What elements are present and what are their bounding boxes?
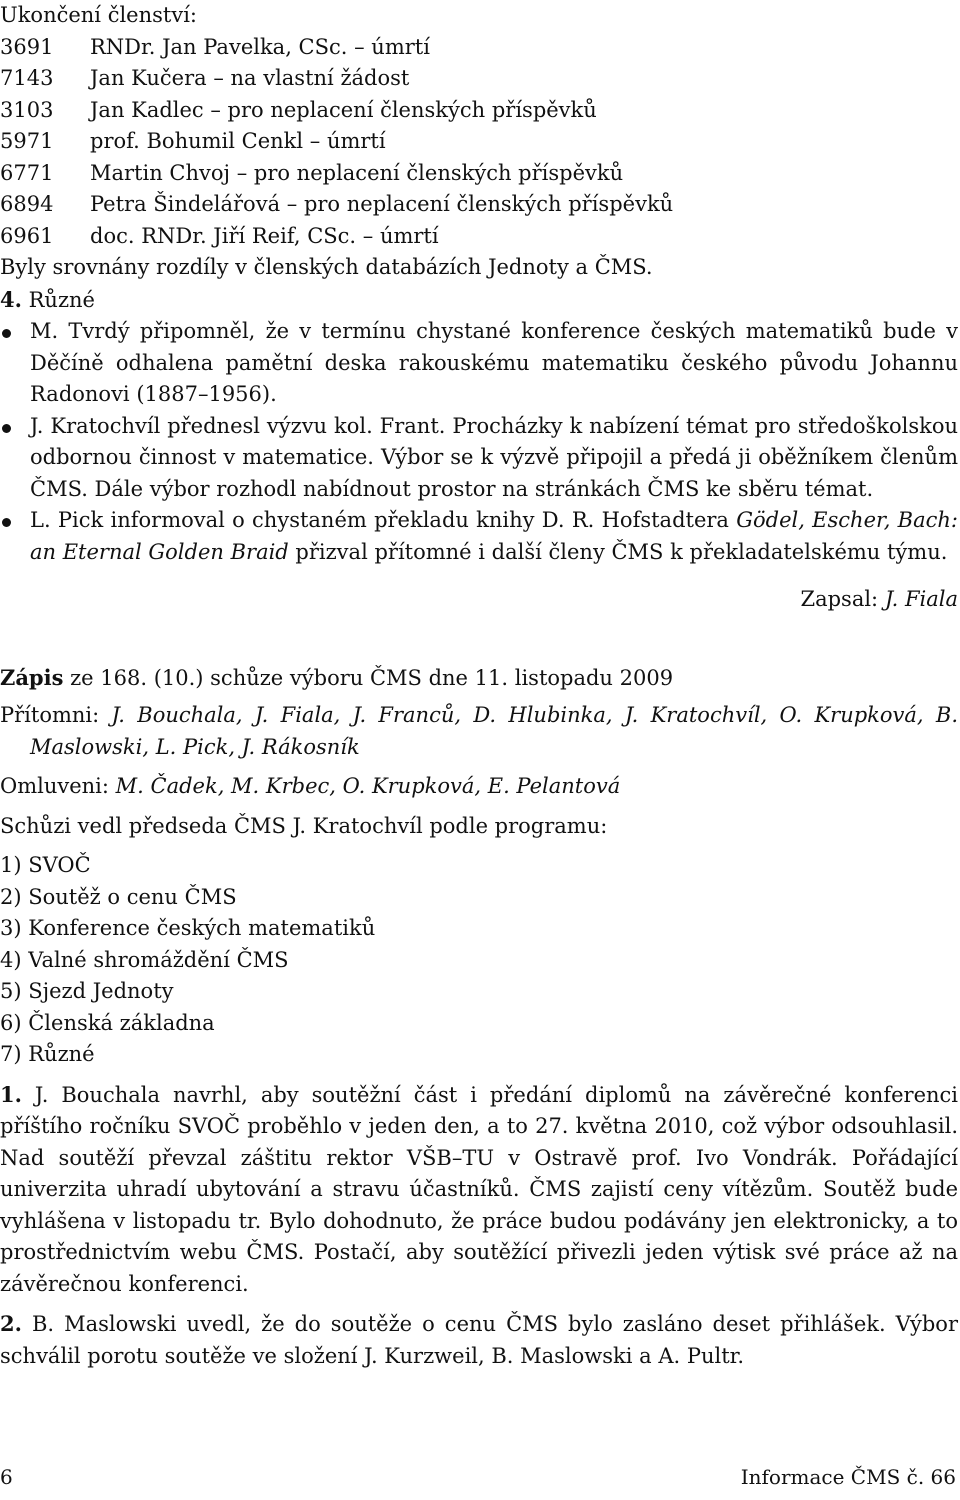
agenda-line: 1) SVOČ — [0, 853, 91, 877]
member-row — [0, 126, 958, 158]
excused-members — [0, 771, 958, 803]
present-label: Přítomni: — [0, 703, 112, 727]
section-4-heading — [0, 284, 958, 317]
agenda-line: 6) Členská základna — [0, 1010, 215, 1035]
agenda-line: 2) Soutěž o cenu ČMS — [0, 884, 237, 909]
recorder-name: J. Fiala — [884, 587, 958, 611]
excused-label: Omluveni: — [0, 774, 116, 798]
recorded-label: Zapsal: — [800, 587, 885, 611]
agenda-item-1 — [0, 1079, 958, 1301]
minutes-title — [0, 662, 958, 695]
member-row — [0, 63, 958, 95]
member-text: Jan Kadlec – pro neplacení členských příspěvků — [90, 97, 597, 122]
minutes-title-bold: Zápis — [0, 664, 64, 690]
members-list — [0, 32, 958, 253]
section-title: Různé — [28, 287, 95, 312]
item-number: 2. — [0, 1311, 22, 1336]
agenda-item-2 — [0, 1308, 958, 1372]
agenda-line: 4) Valné shromáždění ČMS — [0, 947, 289, 972]
member-row — [0, 158, 958, 190]
member-text: doc. RNDr. Jiří Reif, CSc. – úmrtí — [90, 223, 439, 248]
member-number: 3103 — [0, 97, 54, 122]
item-number: 1. — [0, 1081, 22, 1107]
bullet-text: M. Tvrdý připomněl, že v termínu chystané konference českých matematiků bude v Děčíně odhalena pamětní deska rakouskému matematiku českého původu Johannu Radonovi (1887–1956). — [30, 319, 958, 406]
present-members — [0, 700, 958, 763]
bullet-text-end: přizval přítomné i další členy ČMS k překladatelskému týmu. — [288, 539, 948, 564]
book-title: Gödel, Escher, Bach: an Eternal Golden Braid — [30, 508, 958, 564]
database-note: Byly srovnány rozdíly v členských databázích Jednoty a ČMS. — [0, 255, 653, 279]
agenda-line: 5) Sjezd Jednoty — [0, 979, 174, 1003]
member-row — [0, 221, 958, 253]
member-number: 5971 — [0, 129, 54, 153]
agenda-list — [0, 850, 958, 1071]
termination-heading: Ukončení členství: — [0, 3, 197, 27]
recorded-by — [0, 584, 958, 616]
journal-title: Informace ČMS č. 66 — [740, 1465, 956, 1489]
page-number: 6 — [0, 1465, 13, 1489]
member-number: 6961 — [0, 223, 54, 248]
member-row — [0, 189, 958, 221]
member-row — [0, 95, 958, 127]
item-text: B. Maslowski uvedl, že do soutěže o cenu ČMS bylo zasláno deset přihlášek. Výbor schválil porotu soutěže ve složení J. Kurzweil, B. Maslowski a A. Pultr. — [0, 1312, 958, 1368]
agenda-line: 7) Různé — [0, 1042, 95, 1066]
present-names: J. Bouchala, J. Fiala, J. Franců, D. Hlubinka, J. Kratochvíl, O. Krupková, B. Maslowski, L. Pick, J. Rákosník — [30, 703, 958, 759]
list-item-radon — [0, 316, 958, 411]
item-text: J. Bouchala navrhl, aby soutěžní část i předání diplomů na závěrečné konferenci příštího ročníku SVOČ proběhlo v jeden den, a to 27. května 2010, což výbor odsouhlasil. Nad soutěží převzal záštitu rektor VŠB–TU v Ostravě prof. Ivo Vondrák. Pořádající univerzita uhradí ubytování a stravu účastníků. ČMS zajistí ceny vítězům. Soutěž bude vyhlášena v listopadu tr. Bylo dohodnuto, že práce budou podávány jen elektronicky, a to prostřednictvím webu ČMS. Postačí, aby soutěžící přivezli jeden výtisk své práce až na závěrečnou konferenci. — [0, 1082, 958, 1296]
excused-names: M. Čadek, M. Krbec, O. Krupková, E. Pelantová — [115, 774, 621, 798]
member-text: Petra Šindelářová – pro neplacení členských příspěvků — [90, 192, 674, 216]
member-text: Jan Kučera – na vlastní žádost — [90, 66, 410, 90]
member-number: 7143 — [0, 66, 54, 90]
member-text: prof. Bohumil Cenkl – úmrtí — [90, 129, 386, 153]
bullet-text: J. Kratochvíl přednesl výzvu kol. Frant. Procházky k nabízení témat pro středoškolskou odbornou činnost v matematice. Výbor se k výzvě připojil a předá ji oběžníkem členům ČMS. Dále výbor rozhodl nabídnout prostor na stránkách ČMS ke sběru témat. — [30, 413, 958, 501]
list-item-svoc-topics — [0, 411, 958, 506]
minutes-title-rest: ze 168. (10.) schůze výboru ČMS dne 11. listopadu 2009 — [63, 665, 674, 690]
bullet-text-start: L. Pick informoval o chystaném překladu knihy D. R. Hofstadtera — [30, 508, 737, 532]
list-item-translation — [0, 505, 958, 568]
agenda-line: 3) Konference českých matematiků — [0, 916, 376, 940]
member-number: 3691 — [0, 34, 54, 59]
member-number: 6771 — [0, 160, 54, 185]
member-number: 6894 — [0, 192, 54, 216]
member-row — [0, 32, 958, 64]
member-text: RNDr. Jan Pavelka, CSc. – úmrtí — [90, 34, 430, 59]
page-footer — [0, 1462, 956, 1494]
section-number: 4. — [0, 286, 22, 312]
member-text: Martin Chvoj – pro neplacení členských příspěvků — [90, 160, 624, 185]
chair-line: Schůzi vedl předseda ČMS J. Kratochvíl podle programu: — [0, 813, 608, 838]
